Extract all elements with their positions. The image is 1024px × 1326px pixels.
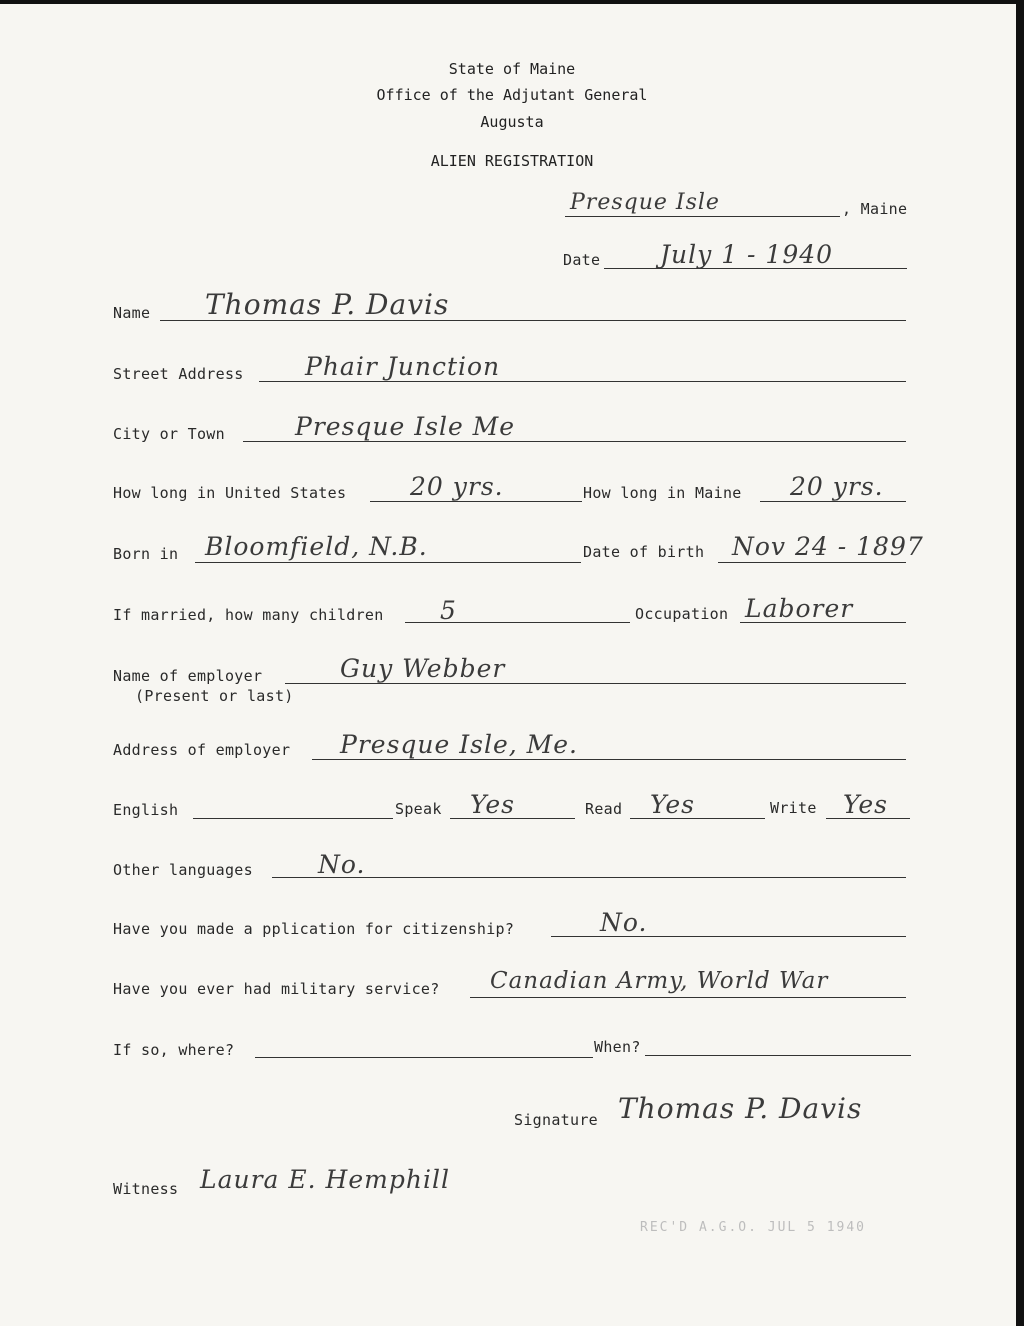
us-years-label: How long in United States xyxy=(113,484,347,502)
us-years-line xyxy=(370,501,582,502)
us-years-value: 20 yrs. xyxy=(410,472,504,501)
receipt-stamp: REC'D A.G.O. JUL 5 1940 xyxy=(640,1220,867,1235)
born-label: Born in xyxy=(113,545,179,563)
scan-border-top xyxy=(0,0,1024,4)
header-office: Office of the Adjutant General xyxy=(376,86,648,104)
signature-label: Signature xyxy=(514,1111,598,1129)
name-line xyxy=(160,320,906,321)
header-state: State of Maine xyxy=(448,60,576,78)
scan-border-right xyxy=(1016,0,1024,1326)
employer-address-value: Presque Isle, Me. xyxy=(340,730,578,759)
children-label: If married, how many children xyxy=(113,606,384,624)
children-line xyxy=(405,622,630,623)
occupation-label: Occupation xyxy=(635,605,729,623)
other-languages-value: No. xyxy=(318,850,366,879)
other-languages-line xyxy=(272,877,906,878)
where-line xyxy=(255,1057,593,1058)
employer-line xyxy=(285,683,906,684)
citizenship-line xyxy=(551,936,906,937)
read-line xyxy=(630,818,765,819)
dob-label: Date of birth xyxy=(583,543,705,561)
form-title: ALIEN REGISTRATION xyxy=(430,152,594,170)
born-line xyxy=(195,562,581,563)
occupation-line xyxy=(740,622,906,623)
witness-value: Laura E. Hemphill xyxy=(200,1165,450,1194)
city-value: Presque Isle Me xyxy=(295,412,516,441)
when-line xyxy=(645,1055,911,1056)
born-value: Bloomfield, N.B. xyxy=(205,532,428,561)
military-line xyxy=(470,997,906,998)
write-label: Write xyxy=(770,799,817,817)
city-label: City or Town xyxy=(113,425,225,443)
citizenship-value: No. xyxy=(600,908,648,937)
speak-line xyxy=(450,818,575,819)
employer-address-line xyxy=(312,759,906,760)
date-line xyxy=(604,268,907,269)
dob-line xyxy=(718,562,906,563)
where-label: If so, where? xyxy=(113,1041,235,1059)
street-value: Phair Junction xyxy=(305,352,501,381)
dob-value: Nov 24 - 1897 xyxy=(732,532,924,561)
children-value: 5 xyxy=(440,596,457,625)
street-line xyxy=(259,381,906,382)
date-label: Date xyxy=(563,251,601,269)
employer-sublabel: (Present or last) xyxy=(135,687,294,705)
name-value: Thomas P. Davis xyxy=(205,288,450,321)
write-line xyxy=(826,818,910,819)
maine-years-value: 20 yrs. xyxy=(790,472,884,501)
read-label: Read xyxy=(585,800,623,818)
maine-years-line xyxy=(760,501,906,502)
english-line xyxy=(193,818,393,819)
employer-address-label: Address of employer xyxy=(113,741,291,759)
maine-years-label: How long in Maine xyxy=(583,484,742,502)
city-line xyxy=(243,441,906,442)
name-label: Name xyxy=(113,304,151,322)
write-value: Yes xyxy=(843,790,888,819)
employer-value: Guy Webber xyxy=(340,654,506,683)
witness-label: Witness xyxy=(113,1180,179,1198)
date-value: July 1 - 1940 xyxy=(660,240,834,269)
read-value: Yes xyxy=(650,790,695,819)
when-label: When? xyxy=(594,1038,641,1056)
town-value: Presque Isle xyxy=(570,190,720,215)
speak-value: Yes xyxy=(470,790,515,819)
other-languages-label: Other languages xyxy=(113,861,253,879)
occupation-value: Laborer xyxy=(745,594,854,623)
citizenship-label: Have you made a pplication for citizenship? xyxy=(113,920,515,938)
header-city: Augusta xyxy=(480,113,544,131)
military-label: Have you ever had military service? xyxy=(113,980,440,998)
street-label: Street Address xyxy=(113,365,244,383)
town-suffix: , Maine xyxy=(842,200,908,218)
employer-label: Name of employer xyxy=(113,667,263,685)
speak-label: Speak xyxy=(395,800,442,818)
town-line xyxy=(565,216,840,217)
english-label: English xyxy=(113,801,179,819)
military-value: Canadian Army, World War xyxy=(490,968,829,994)
signature-value: Thomas P. Davis xyxy=(618,1092,863,1125)
